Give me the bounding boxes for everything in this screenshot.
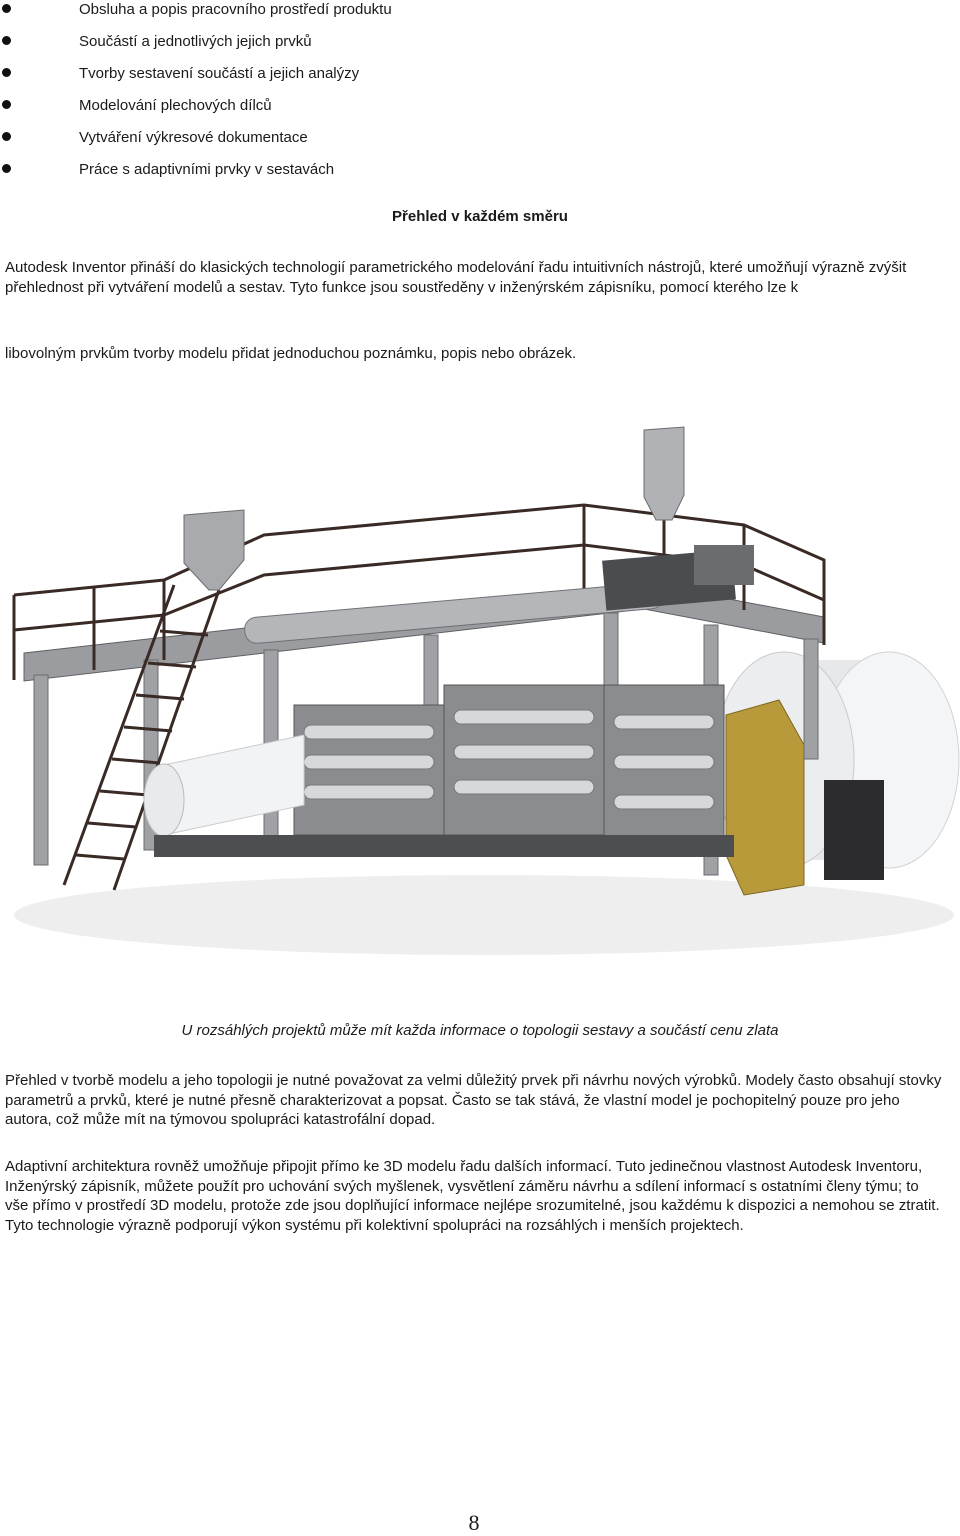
bullet-icon xyxy=(2,4,11,13)
page-number: 8 xyxy=(468,1510,480,1535)
intro-paragraph: Autodesk Inventor přináší do klasických technologií parametrického modelování řadu intuitivních nástrojů, které umožňují výrazně zvýšit přehlednost při vytváření modelů a sestav. Tyto funkce jsou soustředěny v inženýrském zápisníku, pomocí kterého lze k xyxy=(5,259,907,296)
bullet-item xyxy=(0,64,900,84)
bullet-text: Modelování plechových dílců xyxy=(79,97,272,114)
bullet-text: Tvorby sestavení součástí a jejich analýzy xyxy=(79,65,360,82)
bullet-item xyxy=(0,128,900,148)
bullet-text: Práce s adaptivními prvky v sestavách xyxy=(79,161,335,178)
topology-paragraph: Přehled v tvorbě modelu a jeho topologii je nutné považovat za velmi důležitý prvek při návrhu nových výrobků. Modely často obsahují stovky parametrů a prvků, které je nutné přesně charakterizovat a popsat. Často se tak stává, že vlastní model je pochopitelný pouze pro jeho autora, což může mít na týmovou spolupráci katastrofální dopad. xyxy=(5,1072,942,1128)
figure-caption: U rozsáhlých projektů může mít každa informace o topologii sestavy a součástí cenu zlata xyxy=(181,1022,779,1039)
machine-illustration xyxy=(4,385,960,995)
bullet-icon xyxy=(2,164,11,173)
bullet-item xyxy=(0,32,900,52)
adaptive-paragraph: Adaptivní architektura rovněž umožňuje připojit přímo ke 3D modelu řadu dalších informací. Tuto jedinečnou vlastnost Autodesk Inventoru, Inženýrský zápisník, můžete použít pro uchování svých myšlenek, vysvětlení záměru návrhu a sdílení informací s ostatními členy týmu; to vše přímo v prostředí 3D modelu, protože zde jsou doplňující informace nejlépe srozumitelné, jsou každému k dispozici a nemohou se ztratit. Tyto technologie výrazně podporují výkon systému při kolektivní spolupráci na rozsáhlých i menších projektech. xyxy=(5,1158,940,1234)
intro-paragraph-continued: libovolným prvkům tvorby modelu přidat jednoduchou poznámku, popis nebo obrázek. xyxy=(5,345,577,362)
extruder-barrel xyxy=(244,545,754,644)
bullet-icon xyxy=(2,132,11,141)
section-heading: Přehled v každém směru xyxy=(392,208,568,225)
bullet-text: Obsluha a popis pracovního prostředí produktu xyxy=(79,1,392,18)
bullet-icon xyxy=(2,36,11,45)
bullet-text: Součástí a jednotlivých jejich prvků xyxy=(79,33,312,50)
bullet-text: Vytváření výkresové dokumentace xyxy=(79,129,308,146)
bullet-icon xyxy=(2,100,11,109)
bullet-item xyxy=(0,160,900,180)
bullet-item xyxy=(0,96,900,116)
bullet-item xyxy=(0,0,900,20)
bullet-icon xyxy=(2,68,11,77)
